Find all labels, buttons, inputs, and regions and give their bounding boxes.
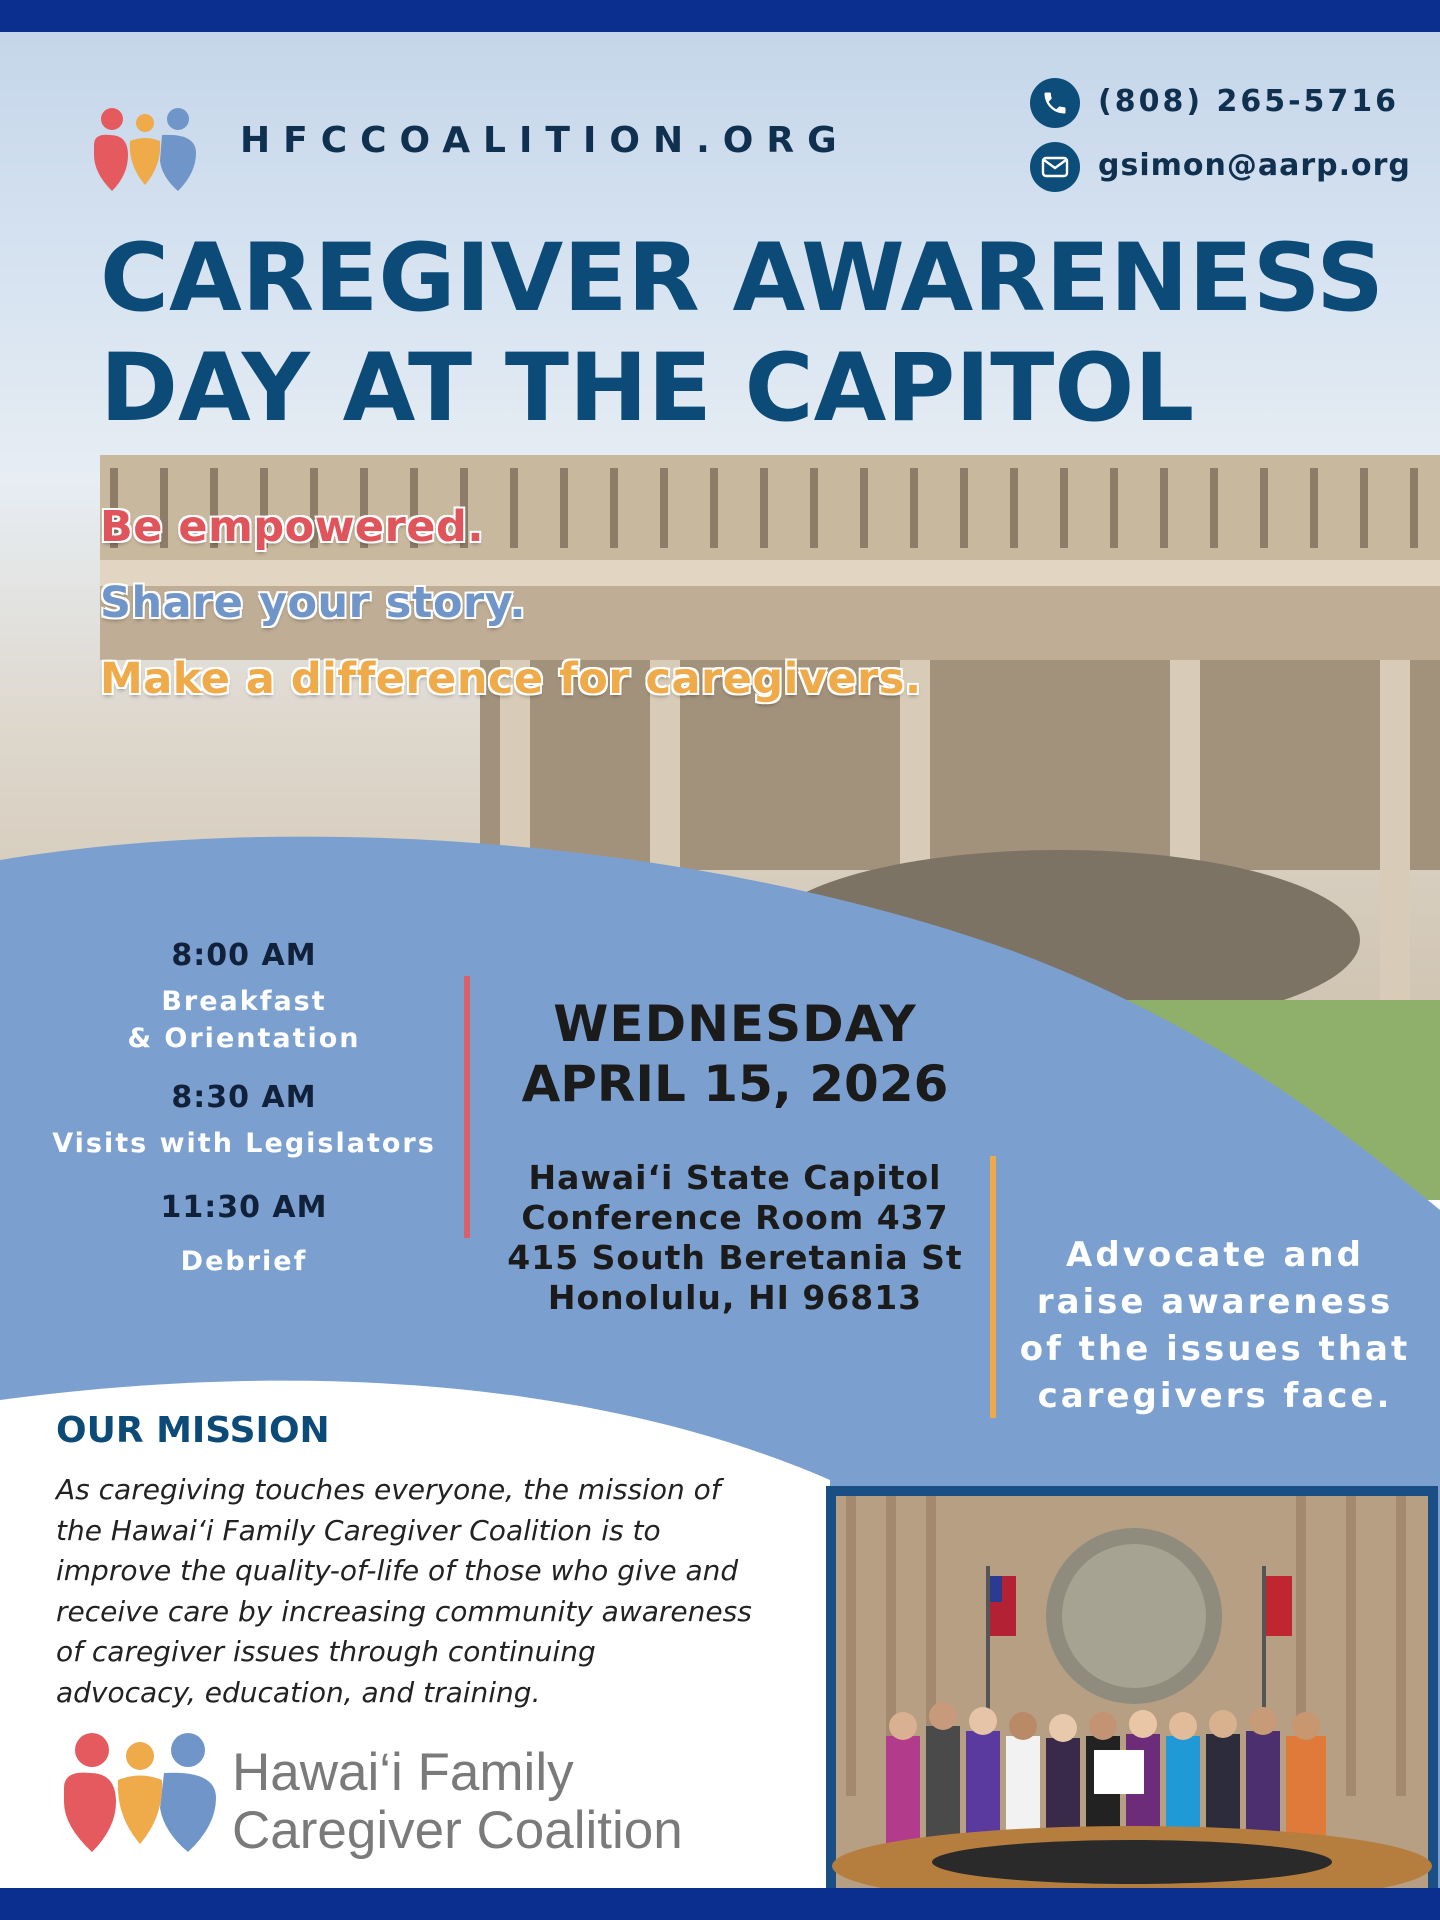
divider-orange <box>990 1156 996 1418</box>
mail-icon <box>1030 142 1080 192</box>
email-address[interactable]: gsimon@aarp.org <box>1098 148 1411 183</box>
advocate-message <box>1010 1232 1420 1420</box>
schedule-time: 11:30 AM <box>160 1190 328 1225</box>
schedule-time: 8:30 AM <box>171 1080 317 1115</box>
mission-line: receive care by increasing community awareness <box>56 1594 752 1628</box>
event-date <box>500 994 970 1114</box>
mission-line: the Hawai‘i Family Caregiver Coalition is to <box>56 1513 661 1547</box>
advocate-line: caregivers face. <box>1037 1376 1393 1416</box>
tagline-empowered: Be empowered. <box>100 502 485 552</box>
mission-line: advocacy, education, and training. <box>56 1675 541 1709</box>
coalition-name-line: Hawai‘i Family <box>232 1743 574 1802</box>
event-address <box>490 1158 980 1318</box>
divider-red <box>464 976 470 1238</box>
mission-line: improve the quality-of-life of those who give and <box>56 1554 739 1587</box>
family-logo-icon <box>90 105 200 195</box>
schedule-activity: Debrief <box>180 1246 308 1277</box>
tagline-share-story: Share your story. <box>100 578 527 628</box>
advocate-line: Advocate and <box>1066 1235 1364 1275</box>
site-url[interactable]: HFCCOALITION.ORG <box>240 120 850 161</box>
schedule-item <box>24 1190 464 1280</box>
title-line-1: CAREGIVER AWARENESS <box>100 224 1384 333</box>
schedule-item <box>24 938 464 1057</box>
address-line: Hawai‘i State Capitol <box>528 1158 942 1197</box>
address-line: Honolulu, HI 96813 <box>547 1278 923 1317</box>
schedule-time: 8:00 AM <box>171 938 317 973</box>
page-title <box>100 224 1400 444</box>
mission-line: of caregiver issues through continuing <box>56 1635 596 1668</box>
mission-heading: OUR MISSION <box>56 1410 330 1451</box>
event-date-text: APRIL 15, 2026 <box>521 1055 949 1113</box>
mission-text <box>56 1470 796 1713</box>
advocate-line: raise awareness <box>1036 1282 1394 1322</box>
group-photo <box>826 1486 1438 1892</box>
coalition-logo-icon <box>60 1728 220 1858</box>
address-line: Conference Room 437 <box>521 1198 949 1237</box>
bottom-bar <box>0 1888 1440 1920</box>
phone-icon <box>1030 78 1080 128</box>
address-line: 415 South Beretania St <box>507 1238 963 1277</box>
schedule-activity: Breakfast <box>161 986 327 1017</box>
phone-number[interactable]: (808) 265-5716 <box>1098 84 1400 119</box>
title-line-2: DAY AT THE CAPITOL <box>100 334 1195 443</box>
mission-line: As caregiving touches everyone, the mission of <box>56 1473 721 1506</box>
coalition-name <box>232 1744 683 1860</box>
event-day: WEDNESDAY <box>553 995 917 1053</box>
schedule-activity: Visits with Legislators <box>52 1128 436 1159</box>
schedule-item <box>24 1080 464 1162</box>
schedule-activity: & Orientation <box>127 1023 361 1054</box>
top-bar <box>0 0 1440 32</box>
advocate-line: of the issues that <box>1019 1329 1411 1369</box>
tagline-make-difference: Make a difference for caregivers. <box>100 654 922 704</box>
coalition-name-line: Caregiver Coalition <box>232 1801 683 1860</box>
